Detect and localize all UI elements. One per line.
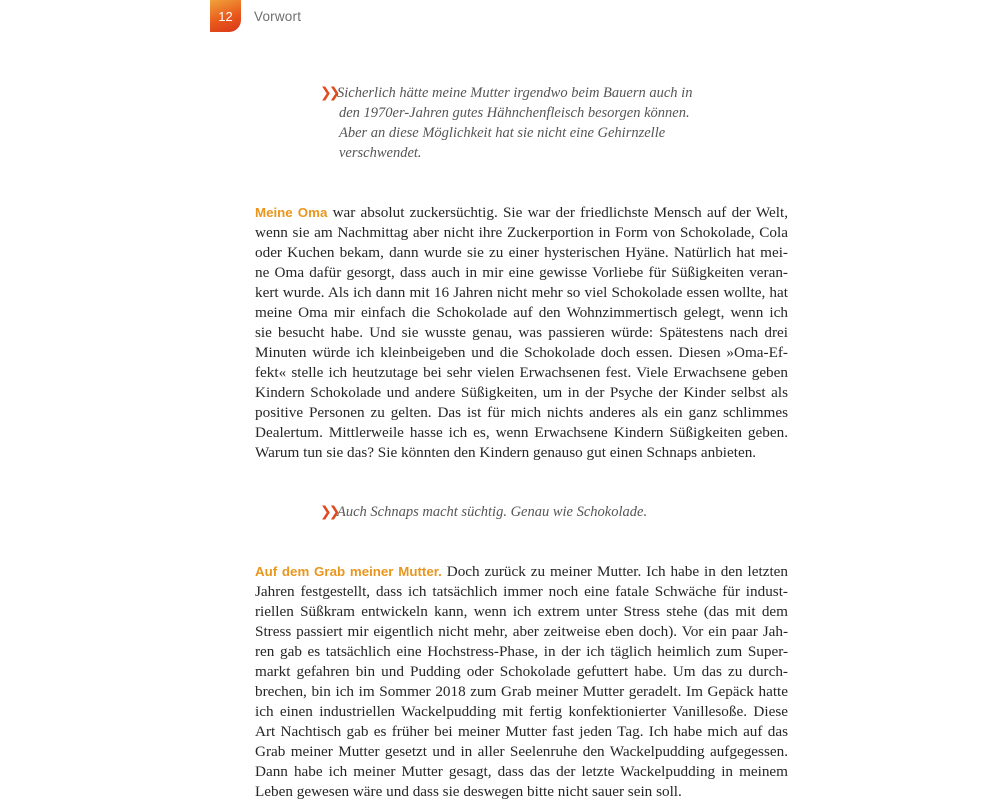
paragraph-line <box>255 203 788 223</box>
paragraph-line: kert wurde. Als ich dann mit 16 Jahren nicht mehr so viel Schokolade essen wollte, hat <box>255 284 788 301</box>
paragraph-lead: Auf dem Grab meiner Mutter. <box>255 564 442 579</box>
paragraph-lead: Meine Oma <box>255 205 328 220</box>
quote-marks-icon: ❯❯ <box>320 85 338 101</box>
paragraph-text: war absolut zuckersüchtig. Sie war der friedlichste Mensch auf der Welt, <box>327 204 788 221</box>
paragraph-line: brechen, bin ich im Sommer 2018 zum Grab meiner Mutter geradelt. Im Gepäck hatte <box>255 683 788 700</box>
paragraph-line: wenn sie am Nachmittag aber nicht ihre Zuckerportion in Form von Schokolade, Cola <box>255 224 788 241</box>
pullquote-2 <box>320 502 740 522</box>
paragraph-text: Doch zurück zu meiner Mutter. Ich habe in den letzten <box>441 563 788 580</box>
pullquote-line: den 1970er-Jahren gutes Hähnchenfleisch besorgen können. <box>339 105 690 121</box>
paragraph-2 <box>255 562 788 800</box>
paragraph-line: fekt« stelle ich heutzutage bei sehr vielen Erwachsenen fest. Viele Erwachsene geben <box>255 364 788 381</box>
pullquote-text: Sicherlich hätte meine Mutter irgendwo beim Bauern auch in <box>337 85 693 101</box>
paragraph-line: ich einen industriellen Wackelpudding mit fertig konfektionierter Vanillesoße. Diese <box>255 703 788 720</box>
paragraph-line: meine Oma mir einfach die Schokolade auf den Wohnzimmertisch gelegt, wenn ich <box>255 304 788 321</box>
pullquote-line <box>320 502 740 522</box>
paragraph-line: Grab meiner Mutter gesetzt und in aller Seelenruhe den Wackelpudding aufgegessen. <box>255 743 788 760</box>
page-number-badge: 12 <box>210 0 241 32</box>
paragraph-line: Art Nachtisch gab es früher bei meiner Mutter fast jeden Tag. Ich habe mich auf das <box>255 723 788 740</box>
paragraph-line: oder Kuchen bekam, dann wurde sie zu einer hysterischen Hyäne. Natürlich hat mei- <box>255 244 788 261</box>
paragraph-line: ne Oma dafür gesorgt, dass auch in mir eine gewisse Vorliebe für Süßigkeiten veran- <box>255 264 788 281</box>
pullquote-line <box>320 83 740 103</box>
paragraph-line: ren gab es tatsächlich eine Hochstress-Phase, in der ich täglich heimlich zum Super- <box>255 643 788 660</box>
paragraph-line: Leben gewesen wäre und dass sie deswegen bitte nicht sauer sein soll. <box>255 783 682 800</box>
pullquote-line: Aber an diese Möglichkeit hat sie nicht eine Gehirnzelle <box>339 125 666 141</box>
paragraph-line: Minuten würde ich kleinbeigeben und die Schokolade doch essen. Diesen »Oma-Ef- <box>255 344 788 361</box>
paragraph-line: Dann habe ich meiner Mutter gesagt, dass das der letzte Wackelpudding in meinem <box>255 763 788 780</box>
quote-marks-icon: ❯❯ <box>320 504 338 520</box>
paragraph-line: sie besucht habe. Und sie wusste genau, was passieren würde: Spätestens nach drei <box>255 324 788 341</box>
page-header <box>210 0 301 32</box>
paragraph-line: Kindern Schokolade und andere Süßigkeiten, um in der Psyche der Kinder selbst als <box>255 384 788 401</box>
paragraph-line: Dealertum. Mittlerweile hasse ich es, wenn Erwachsene Kindern Süßigkeiten geben. <box>255 424 788 441</box>
paragraph-line: Jahren festgestellt, dass ich tatsächlich immer noch eine fatale Schwäche für indust- <box>255 583 788 600</box>
pullquote-line: verschwendet. <box>339 145 422 161</box>
pullquote-1 <box>320 83 740 163</box>
pullquote-text: Auch Schnaps macht süchtig. Genau wie Schokolade. <box>337 504 648 520</box>
paragraph-line: riellen Süßkram entwickeln kann, wenn ich extrem unter Stress stehe (das mit dem <box>255 603 788 620</box>
paragraph-line: Warum tun sie das? Sie könnten den Kindern genauso gut einen Schnaps anbieten. <box>255 444 757 461</box>
paragraph-1 <box>255 203 788 463</box>
paragraph-line <box>255 562 788 582</box>
running-head: Vorwort <box>254 8 302 24</box>
paragraph-line: positive Personen zu gelten. Das ist für mich nichts anderes als ein ganz schlimmes <box>255 404 788 421</box>
paragraph-line: markt gefahren bin und Pudding oder Schokolade gefuttert habe. Um das zu durch- <box>255 663 788 680</box>
paragraph-line: Stress passiert mir eigentlich nicht mehr, aber zeitweise eben doch). Vor ein paar Jah- <box>255 623 788 640</box>
